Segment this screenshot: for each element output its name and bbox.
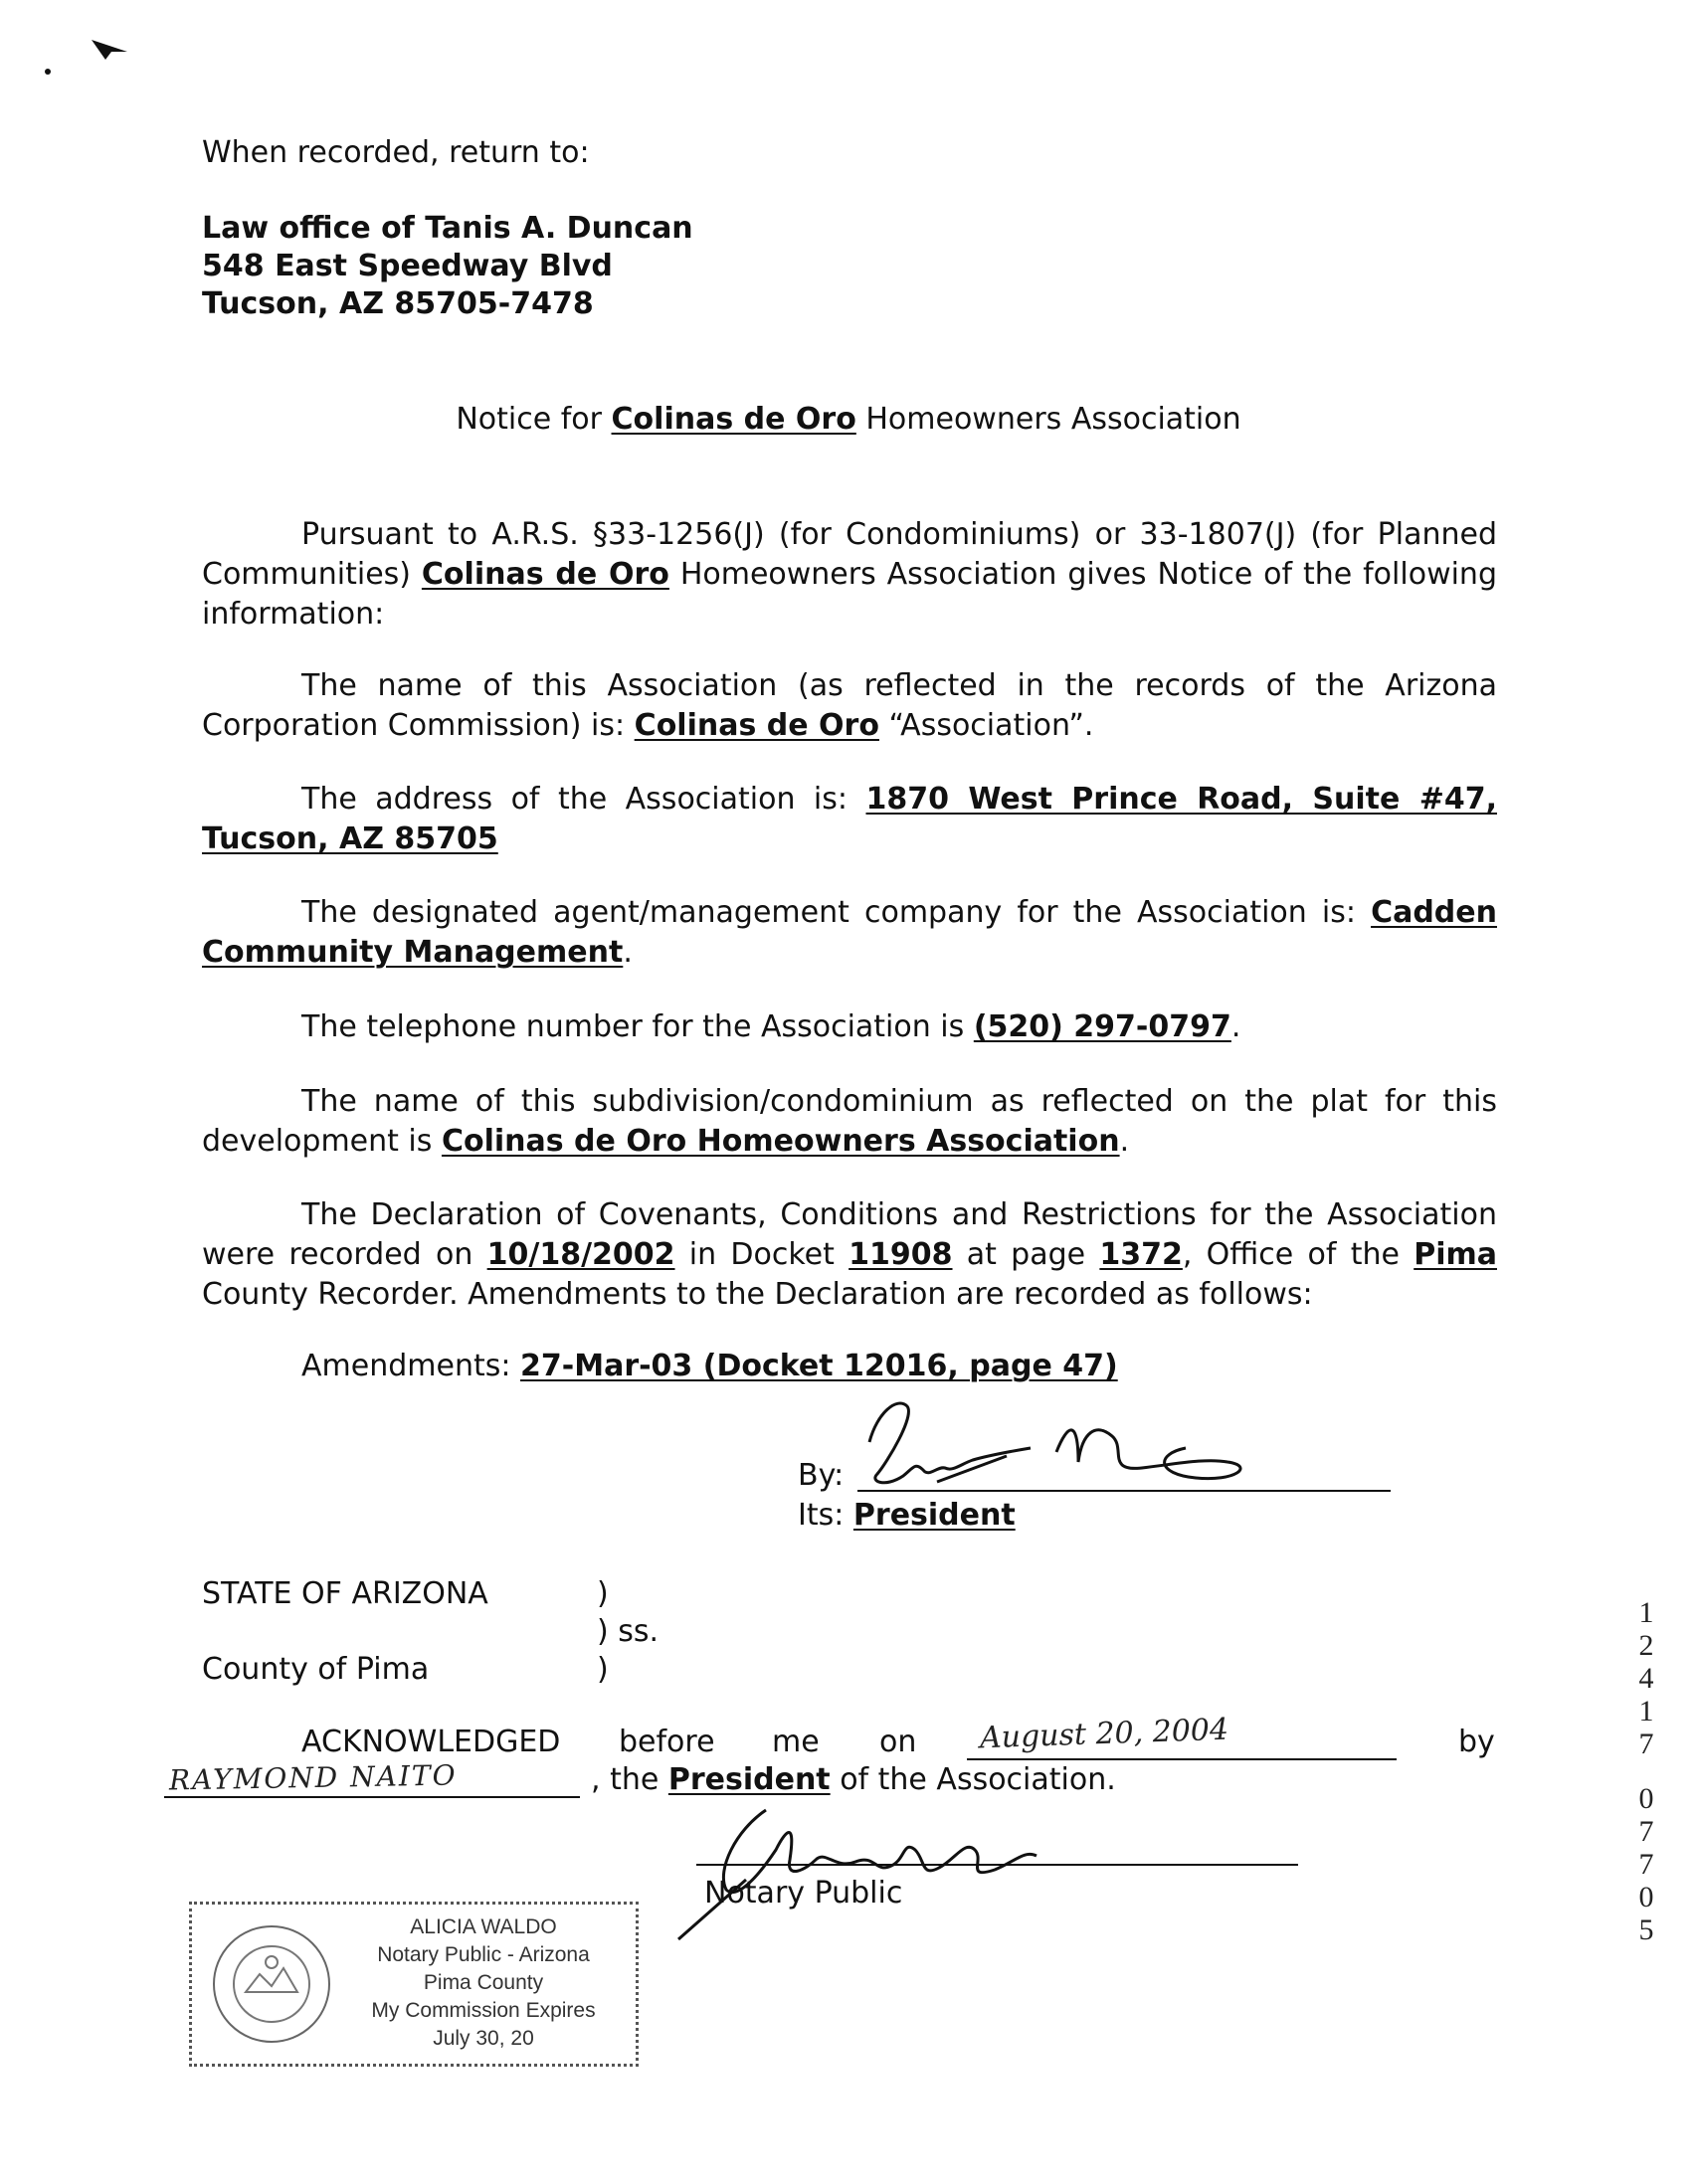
p7-docket: 11908 [848,1237,953,1272]
p7-text-e: County Recorder. Amendments to the Declaration are recorded as follows: [202,1277,1313,1312]
p7-text-b: in Docket [688,1237,835,1272]
p1-text-a: Pursuant to A.R.S. §33-1256(J) (for Condominiums) or 33-1807(J) (for Planned Communities) [202,517,1497,592]
p7-county: Pima [1414,1237,1497,1272]
return-to-line3: Tucson, AZ 85705-7478 [202,286,594,321]
p3-address: 1870 West Prince Road, Suite #47, Tucson, AZ 85705 [202,782,1497,856]
venue-paren-3: ) [597,1652,609,1687]
amendments-label: Amendments: [301,1349,511,1383]
its-label: Its: [798,1498,845,1533]
p1-text-b: Homeowners Association gives Notice of the following information: [202,557,1497,632]
p5-text-a: The telephone number for the Association is [301,1009,965,1044]
p6-name: Colinas de Oro Homeowners Association [441,1124,1120,1159]
stamp-line4: My Commission Expires [371,1999,596,2022]
paragraph-declaration [202,1195,1497,1315]
p5-text-b: . [1230,1009,1241,1044]
paragraph-management [202,893,1497,973]
stamp-name: ALICIA WALDO [410,1915,557,1938]
side-digit: 7 [1638,1728,1654,1760]
ack-title: President [667,1762,831,1797]
side-digit: 4 [1638,1662,1654,1695]
by-label: By: [798,1458,845,1493]
ack-text-a: , the [591,1762,660,1797]
amendments-value: 27-Mar-03 (Docket 12016, page 47) [520,1349,1118,1383]
return-to-label: When recorded, return to: [202,135,590,170]
p5-phone: (520) 297-0797 [973,1009,1231,1044]
p4-company: Cadden Community Management [202,895,1497,970]
notary-signature-line [696,1864,1298,1866]
side-digit: 1 [1638,1695,1654,1728]
its-line [798,1496,1016,1536]
p4-text-a: The designated agent/management company for the Association is: [301,895,1356,930]
title-suffix: Homeowners Association [865,402,1241,437]
notary-label: Notary Public [704,1876,903,1911]
state-seal-icon [210,1922,333,2046]
ack-date-handwritten: August 20, 2004 [979,1712,1229,1756]
return-to-line1: Law office of Tanis A. Duncan [202,211,693,246]
paragraph-pursuant [202,515,1497,635]
ack-word5: by [1458,1725,1495,1759]
p4-text-b: . [623,935,633,970]
p6-text-b: . [1119,1124,1130,1159]
ack-word2: before [619,1725,715,1759]
president-signature [857,1392,1325,1502]
return-to-line2: 548 East Speedway Blvd [202,249,613,283]
title-association-name: Colinas de Oro [611,402,856,437]
p3-text-a: The address of the Association is: [301,782,848,817]
paragraph-subdivision [202,1082,1497,1162]
ack-word4: on [879,1725,917,1759]
ack-name-line [164,1796,580,1798]
paragraph-address [202,780,1497,859]
side-digit: 7 [1638,1848,1654,1881]
ack-word1: ACKNOWLEDGED [301,1725,561,1759]
venue-county: County of Pima [202,1652,430,1687]
its-title: President [852,1498,1016,1533]
ack-name-handwritten: RAYMOND NAITO [168,1758,458,1797]
side-digit: 1 [1638,1596,1654,1629]
venue-ss: ) ss. [597,1614,660,1649]
ack-text-b: of the Association. [840,1762,1116,1797]
p6-text-a: The name of this subdivision/condominium as reflected on the plat for this development is [202,1084,1497,1159]
venue-state: STATE OF ARIZONA [202,1576,488,1611]
stamp-line2: Notary Public - Arizona [377,1943,590,1966]
stamp-line5: July 30, 20 [433,2027,534,2050]
p7-date: 10/18/2002 [486,1237,675,1272]
p2-association-name: Colinas de Oro [634,708,879,743]
p7-text-c: at page [966,1237,1086,1272]
side-digit: 0 [1638,1881,1654,1913]
venue-paren-1: ) [597,1576,609,1611]
paragraph-association-name [202,666,1497,746]
p7-page: 1372 [1099,1237,1183,1272]
p2-text-a: The name of this Association (as reflected in the records of the Arizona Corporation Commission) is: [202,668,1497,743]
notary-signature [666,1790,1104,1949]
page-title [0,400,1697,440]
side-digit [1631,1760,1661,1782]
p7-text-a: The Declaration of Covenants, Conditions and Restrictions for the Association were recorded on [202,1197,1497,1272]
stamp-line3: Pima County [423,1971,544,1994]
notary-stamp [189,1902,639,2067]
side-digit: 5 [1638,1913,1654,1946]
p2-text-b: “Association”. [888,708,1094,743]
ack-word3: me [772,1725,820,1759]
p7-text-d: , Office of the [1182,1237,1400,1272]
side-recording-number [1631,1596,1661,1946]
side-digit: 7 [1638,1815,1654,1848]
title-prefix: Notice for [456,402,602,437]
paragraph-telephone [202,1007,1497,1047]
p1-association-name: Colinas de Oro [421,557,669,592]
side-digit: 0 [1638,1782,1654,1815]
side-digit: 2 [1638,1629,1654,1662]
scan-mark [40,30,149,80]
amendments-line [301,1347,1118,1386]
